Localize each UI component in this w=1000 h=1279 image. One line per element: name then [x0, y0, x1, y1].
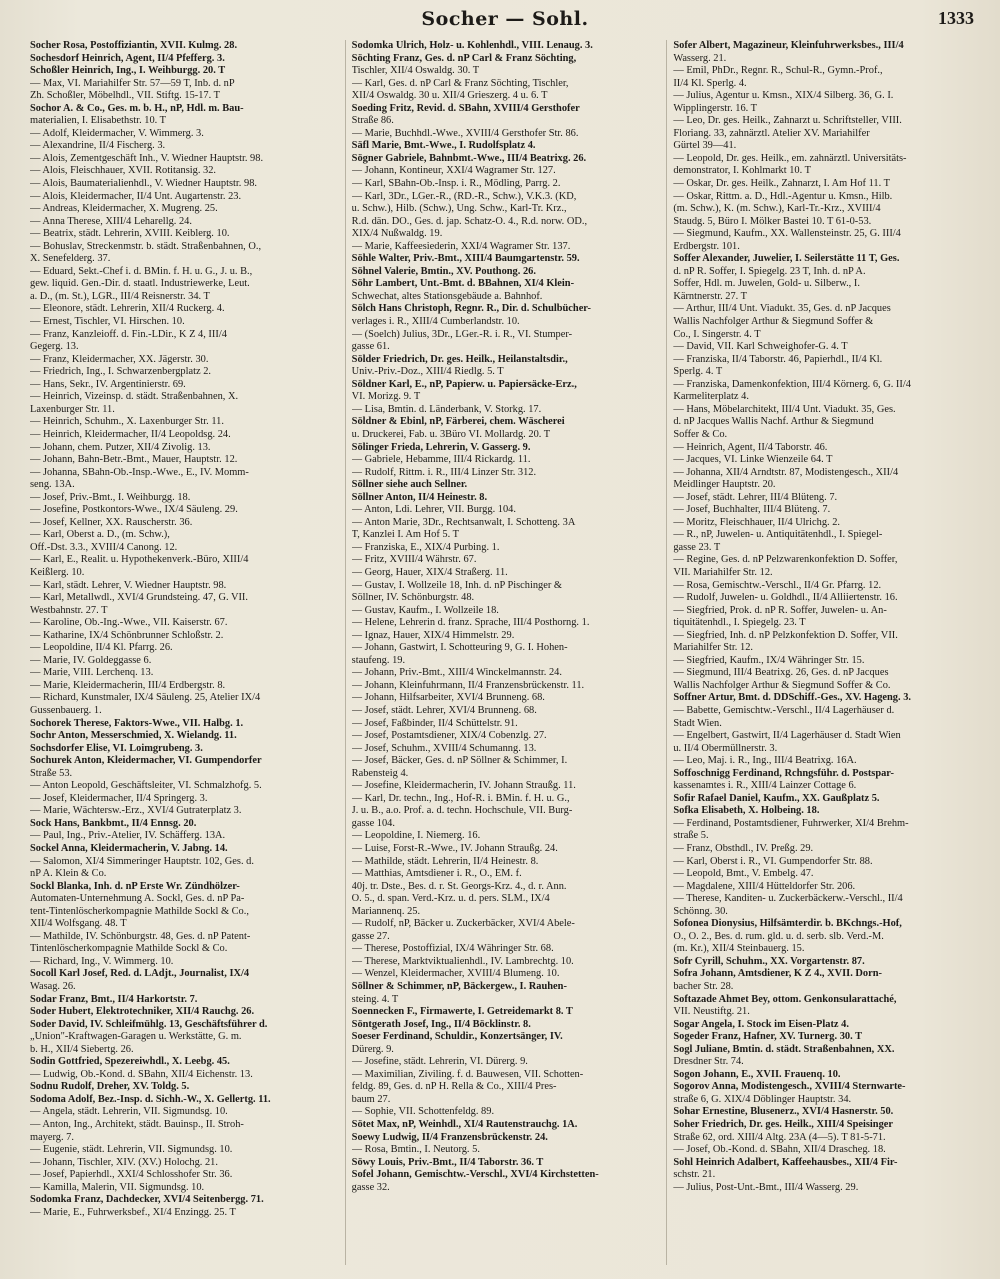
directory-entry: Söldner & Ebinl, nP, Färberei, chem. Wäscherei [351, 416, 565, 428]
directory-entry: Sofka Elisabeth, X. Holbeing. 18. [673, 805, 820, 817]
directory-entry: O., O. 2., Bes. d. rum. gld. u. d. serb. slb. Verd.-M. [673, 930, 884, 942]
directory-entry: — Anton Leopold, Geschäftsleiter, VI. Schmalzhofg. 5. [30, 780, 262, 792]
directory-entry: Mariahilfer Str. 12. [673, 642, 753, 654]
directory-entry: Meidlinger Hauptstr. 20. [673, 479, 776, 491]
directory-entry: Soffer & Co. [673, 428, 728, 440]
directory-entry: Wasag. 26. [30, 981, 76, 993]
directory-entry: Soeser Ferdinand, Schuldir., Konzertsänger, IV. [351, 1031, 563, 1043]
directory-entry: — Josef, Papierhdl., XXI/4 Schlosshofer Str. 36. [30, 1169, 233, 1181]
directory-entry: Soennecken F., Firmawerte, I. Getreidemarkt 8. T [351, 1006, 573, 1018]
directory-entry: feldg. 89, Ges. d. nP H. Rella & Co., XIII/4 Pres- [351, 1081, 557, 1093]
directory-entry: II/4 Kl. Sperlg. 4. [673, 77, 747, 89]
directory-entry: VII. Mariahilfer Str. 12. [673, 566, 773, 578]
directory-entry: — Johann, Kontineur, XXI/4 Wagramer Str. 127. [351, 165, 556, 177]
directory-entry: — Eduard, Sekt.-Chef i. d. BMin. f. H. u. G., J. u. B., [30, 265, 253, 277]
directory-entry: XII/4 Oswaldg. 30 u. XII/4 Grieszerg. 4 u. 6. T [351, 90, 548, 102]
directory-entry: Mariannenq. 25. [351, 905, 421, 917]
directory-entry: — Leo, Dr. ges. Heilk., Zahnarzt u. Schriftsteller, VIII. [673, 115, 902, 127]
directory-entry: Sodin Gottfried, Spezereiwhdl., X. Leebg. 45. [30, 1056, 230, 1068]
directory-entry: Sodar Franz, Bmt., II/4 Harkortstr. 7. [30, 993, 198, 1005]
directory-entry: — Matthias, Amtsdiener i. R., O., EM. f. [351, 868, 522, 880]
directory-entry: — Therese, Postoffizial, IX/4 Währinger Str. 68. [351, 943, 554, 955]
directory-entry: u. Druckerei, Fab. u. 3Büro VI. Mollardg. 20. T [351, 428, 551, 440]
directory-entry: — Richard, Ing., V. Wimmerg. 10. [30, 955, 174, 967]
directory-entry: Sochsdorfer Elise, VI. Loimgrubeng. 3. [30, 742, 203, 754]
directory-entry: Sofonea Dionysius, Hilfsämterdir. b. BKchngs.-Hof, [673, 918, 902, 930]
directory-entry: demonstrator, I. Kohlmarkt 10. T [673, 165, 811, 177]
directory-entry: Schönng. 30. [673, 905, 728, 917]
directory-entry: — Karl, 3Dr., LGer.-R., (RD.-R., Schw.), V.K.3. (KD, [351, 190, 577, 202]
directory-entry: a. D., (m. St.), LGR., III/4 Reisnerstr. 34. T [30, 290, 210, 302]
directory-entry: — Marie, IV. Goldeggasse 6. [30, 654, 152, 666]
directory-entry: — Johanna, SBahn-Ob.-Insp.-Wwe., E., IV. Momm- [30, 466, 249, 478]
directory-entry: — Ernest, Tischler, VI. Hirschen. 10. [30, 316, 185, 328]
directory-entry: — Ludwig, Ob.-Kond. d. SBahn, XII/4 Eichenstr. 13. [30, 1068, 253, 1080]
directory-entry: Söllner siehe auch Sellner. [351, 479, 468, 491]
directory-entry: — Sophie, VII. Schottenfeldg. 89. [351, 1106, 495, 1118]
directory-entry: Soder David, IV. Schleifmühlg. 13, Geschäftsführer d. [30, 1018, 268, 1030]
directory-entry: Wallis Nachfolger Arthur & Siegmund Soffer & [673, 316, 874, 328]
directory-entry: — Siegmund, III/4 Beatrixg. 26, Ges. d. nP Jacques [673, 667, 889, 679]
directory-entry: — Jacques, VI. Linke Wienzeile 64. T [673, 454, 833, 466]
directory-entry: Socoll Karl Josef, Red. d. LAdjt., Journalist, IX/4 [30, 968, 250, 980]
directory-entry: — Regine, Ges. d. nP Pelzwarenkonfektion D. Soffer, [673, 554, 898, 566]
directory-entry: Wasserg. 21. [673, 52, 727, 64]
directory-entry: gasse 23. T [673, 541, 721, 553]
column-2 [345, 40, 659, 1265]
directory-entry: Soeding Fritz, Revid. d. SBahn, XVIII/4 Gersthofer [351, 102, 580, 114]
directory-entry: VI. Morizg. 9. T [351, 391, 421, 403]
directory-entry: — Eugenie, städt. Lehrerin, VII. Sigmundsg. 10. [30, 1144, 233, 1156]
directory-entry: — Franziska, Damenkonfektion, III/4 Körnerg. 6, G. II/4 [673, 378, 911, 390]
directory-entry: Dresdner Str. 74. [673, 1056, 744, 1068]
directory-entry: Sofel Johann, Gemischtw.-Verschl., XVI/4 Kirchstetten- [351, 1169, 599, 1181]
directory-entry: — Alois, Kleidermacher, II/4 Unt. Augartenstr. 23. [30, 190, 242, 202]
directory-entry: Sofr Cyrill, Schuhm., XX. Vorgartenstr. 87. [673, 955, 865, 967]
directory-entry: — Alexandrine, II/4 Fischerg. 3. [30, 140, 166, 152]
directory-entry: Karmeliterplatz 4. [673, 391, 749, 403]
directory-entry: — Josef, städt. Lehrer, III/4 Blüteng. 7. [673, 491, 838, 503]
directory-entry: — Siegfried, Inh. d. nP Pelzkonfektion D. Soffer, VII. [673, 629, 898, 641]
directory-entry: — Mathilde, städt. Lehrerin, II/4 Heinestr. 8. [351, 855, 539, 867]
directory-entry: Automaten-Unternehmung A. Sockl, Ges. d. nP Pa- [30, 893, 245, 905]
directory-entry: mayerg. 7. [30, 1131, 74, 1143]
directory-entry: Söldner Karl, E., nP, Papierw. u. Papiersäcke-Erz., [351, 378, 577, 390]
directory-entry: — Heinrich, Vizeinsp. d. städt. Straßenbahnen, X. [30, 391, 239, 403]
directory-entry: — Josef, Bäcker, Ges. d. nP Söllner & Schimmer, I. [351, 755, 568, 767]
directory-entry: Sohl Heinrich Adalbert, Kaffeehausbes., XII/4 Fir- [673, 1156, 898, 1168]
directory-entry: Sögner Gabriele, Bahnbmt.-Wwe., III/4 Beatrixg. 26. [351, 152, 587, 164]
directory-entry: Sperlg. 4. T [673, 366, 723, 378]
directory-entry: Sölinger Frieda, Lehrerin, V. Gasserg. 9. [351, 441, 531, 453]
directory-entry: — Bohuslav, Streckenmstr. b. städt. Straßenbahnen, O., [30, 240, 262, 252]
directory-entry: — Rudolf, Juwelen- u. Goldhdl., II/4 Alliiertenstr. 16. [673, 592, 898, 604]
directory-entry: — Anna Therese, XIII/4 Leharellg. 24. [30, 215, 192, 227]
directory-entry: Sölder Friedrich, Dr. ges. Heilk., Heilanstaltsdir., [351, 353, 568, 365]
directory-entry: — Luise, Forst-R.-Wwe., IV. Johann Straußg. 24. [351, 843, 558, 854]
directory-entry: — Josef, Schuhm., XVIII/4 Schumanng. 13. [351, 742, 537, 754]
directory-entry: — Maximilian, Ziviling. f. d. Bauwesen, VII. Schotten- [351, 1068, 584, 1080]
directory-entry: steing. 4. T [351, 993, 399, 1005]
directory-entry: — Anton, Ldi. Lehrer, VII. Burgg. 104. [351, 504, 516, 516]
directory-entry: — Emil, PhDr., Regnr. R., Schul-R., Gymn.-Prof., [673, 65, 883, 77]
directory-entry: Univ.-Priv.-Doz., XIII/4 Riedlg. 5. T [351, 366, 504, 378]
directory-entry: — Leopoldine, II/4 Kl. Pfarrg. 26. [30, 642, 173, 654]
directory-entry: — (Soelch) Julius, 3Dr., LGer.-R. i. R., VI. Stumper- [351, 328, 573, 340]
directory-entry: Sochorek Therese, Faktors-Wwe., VII. Halbg. 1. [30, 717, 244, 729]
directory-entry: Sockel Anna, Kleidermacherin, V. Jabng. 14. [30, 843, 228, 854]
directory-entry: b. H., XII/4 Siebertg. 26. [30, 1043, 134, 1055]
directory-entry: — Josef, städt. Lehrer, XVI/4 Brunneng. 68. [351, 704, 537, 716]
directory-entry: Söhnel Valerie, Bmtin., XV. Pouthong. 26. [351, 265, 536, 277]
directory-entry: schstr. 21. [673, 1169, 716, 1181]
directory-entry: — Siegfried, Prok. d. nP R. Soffer, Juwelen- u. An- [673, 604, 887, 616]
directory-entry: „Union"-Kraftwagen-Garagen u. Werkstätte, G. m. [30, 1031, 242, 1043]
directory-entry: Soewy Ludwig, II/4 Franzensbrückenstr. 24. [351, 1131, 548, 1143]
directory-entry: Sölch Hans Christoph, Regnr. R., Dir. d. Schulbücher- [351, 303, 591, 315]
directory-entry: gasse 104. [351, 817, 395, 829]
directory-entry: Sötet Max, nP, Weinhdl., XI/4 Rautenstrauchg. 1A. [351, 1119, 578, 1131]
directory-entry: — Adolf, Kleidermacher, V. Wimmerg. 3. [30, 127, 204, 139]
directory-entry: Keißlerg. 10. [30, 566, 85, 578]
directory-entry: — Engelbert, Gastwirt, II/4 Lagerhäuser d. Stadt Wien [673, 730, 901, 742]
directory-entry: — Therese, Kanditen- u. Zuckerbäckerw.-Verschl., II/4 [673, 893, 903, 905]
directory-entry: — Hans, Möbelarchitekt, III/4 Unt. Viadukt. 35, Ges. [673, 403, 896, 415]
directory-entry: — Salomon, XI/4 Simmeringer Hauptstr. 102, Ges. d. [30, 855, 254, 867]
directory-entry: Rabensteig 4. [351, 767, 409, 779]
directory-entry: straße 6, G. XIX/4 Döblinger Hauptstr. 34. [673, 1093, 852, 1105]
directory-entry: — Max, VI. Mariahilfer Str. 57—59 T, Inb. d. nP [30, 77, 235, 89]
directory-entry: Söllner & Schimmer, nP, Bäckergew., I. Rauhen- [351, 981, 567, 993]
directory-entry: O. 5., d. span. Verd.-Krz. u. d. pers. SLM., IX/4 [351, 893, 550, 905]
directory-entry: — Johann, Kleinfuhrmann, II/4 Franzensbrückenstr. 11. [351, 679, 585, 691]
directory-entry: bacher Str. 28. [673, 981, 734, 993]
directory-entry: — Karl, städt. Lehrer, V. Wiedner Hauptstr. 98. [30, 579, 227, 591]
directory-entry: gasse 32. [351, 1181, 390, 1193]
directory-entry: Kärntnerstr. 27. T [673, 290, 748, 302]
directory-entry: seng. 13A. [30, 479, 75, 491]
directory-entry: — Franz, Kanzleioff. d. Fin.-LDir., K Z 4, III/4 [30, 328, 227, 340]
directory-entry: — Moritz, Fleischhauer, II/4 Ulrichg. 2. [673, 516, 841, 528]
directory-entry: d. nP Jacques Wallis Nachf. Arthur & Siegmund [673, 416, 874, 428]
directory-entry: — Oskar, Rittm. a. D., Hdl.-Agentur u. Kmsn., Hilb. [673, 190, 893, 202]
directory-entry: — Johann, chem. Putzer, XII/4 Zivolig. 13. [30, 441, 211, 453]
directory-entry: — Wenzel, Kleidermacher, XVIII/4 Blumeng. 10. [351, 968, 560, 980]
directory-entry: Söhr Lambert, Unt.-Bmt. d. BBahnen, XI/4 Klein- [351, 278, 575, 290]
directory-entry: T, Kanzlei I. Am Hof 5. T [351, 529, 459, 541]
directory-entry: J. u. B., a.o. Prof. a. d. techn. Hochschule, VII. Burg- [351, 805, 573, 817]
directory-entry: — Julius, Post-Unt.-Bmt., III/4 Wasserg. 29. [673, 1181, 859, 1193]
directory-entry: gew. liquid. Gen.-Dir. d. staatl. Industriewerke, Leut. [30, 278, 250, 290]
directory-entry: — Johann, Hilfsarbeiter, XVI/4 Brunneng. 68. [351, 692, 545, 704]
directory-entry: (m. Schw.), K. (m. Schw.), Karl-Tr.-Krz., XVIII/4 [673, 203, 881, 215]
directory-entry: R.d. dän. DO., Ges. d. jap. Schatz-O. 4., R.d. norw. OD., [351, 215, 588, 227]
directory-entry: — Leopold, Dr. ges. Heilk., em. zahnärztl. Universitäts- [673, 152, 907, 164]
directory-entry: — Josefine, Kleidermacherin, IV. Johann Straußg. 11. [351, 780, 576, 792]
directory-entry: — Leo, Maj. i. R., Ing., III/4 Beatrixg. 16A. [673, 755, 857, 767]
directory-entry: Gürtel 39—41. [673, 140, 737, 152]
directory-entry: Stadt Wien. [673, 717, 722, 729]
directory-entry: Soffer Alexander, Juwelier, I. Seilerstätte 11 T, Ges. [673, 253, 900, 265]
directory-entry: nP A. Klein & Co. [30, 868, 107, 880]
directory-entry: Sogar Angela, I. Stock im Eisen-Platz 4. [673, 1018, 849, 1030]
directory-entry: Sodnu Rudolf, Dreher, XV. Toldg. 5. [30, 1081, 190, 1093]
directory-entry: — Josefine, Postkontors-Wwe., IX/4 Säuleng. 29. [30, 504, 238, 516]
directory-entry: — Heinrich, Kleidermacher, II/4 Leopoldsg. 24. [30, 428, 231, 440]
directory-entry: — Leopoldine, I. Niemerg. 16. [351, 830, 481, 842]
directory-entry: — Karl, E., Realit. u. Hypothekenverk.-Büro, XIII/4 [30, 554, 249, 566]
directory-entry: Straße 86. [351, 115, 394, 127]
directory-entry: Sochurek Anton, Kleidermacher, VI. Gumpendorfer [30, 755, 262, 767]
directory-entry: Sodomka Ulrich, Holz- u. Kohlenhdl., VIII. Lenaug. 3. [351, 40, 593, 51]
directory-entry: Soffer, Hdl. m. Juwelen, Gold- u. Silberw., I. [673, 278, 860, 290]
directory-entry: — Josef, Postamtsdiener, XIX/4 Cobenzlg. 27. [351, 730, 547, 742]
directory-entry: — Josef, Kleidermacher, II/4 Springerg. 3. [30, 792, 208, 804]
directory-entry: — Friedrich, Ing., I. Schwarzenbergplatz 2. [30, 366, 212, 378]
directory-entry: — Josef, Priv.-Bmt., I. Weihburgg. 18. [30, 491, 191, 503]
directory-entry: Westbahnstr. 27. T [30, 604, 108, 616]
directory-entry: Söllner Anton, II/4 Heinestr. 8. [351, 491, 488, 503]
directory-entry: — Alois, Fleischhauer, XVII. Rotitansig. 32. [30, 165, 217, 177]
directory-entry: Schwechat, altes Stationsgebäude a. Bahnhof. [351, 290, 543, 302]
directory-entry: Sodoma Adolf, Bez.-Insp. d. Sichh.-W., X. Gellertg. 11. [30, 1093, 271, 1105]
directory-entry: 40j. tr. Dste., Bes. d. r. St. Georgs-Krz. 4., d. r. Ann. [351, 880, 567, 892]
directory-entry: verlages i. R., XIII/4 Cumberlandstr. 10. [351, 316, 520, 328]
directory-entry: Sofer Albert, Magazineur, Kleinfuhrwerksbes., III/4 [673, 40, 904, 51]
directory-entry: staufeng. 19. [351, 654, 406, 666]
directory-entry: — Marie, Buchhdl.-Wwe., XVIII/4 Gersthofer Str. 86. [351, 127, 579, 139]
directory-entry: — Rudolf, nP, Bäcker u. Zuckerbäcker, XVI/4 Abele- [351, 918, 575, 930]
column-1 [30, 40, 337, 1265]
directory-entry: Sohar Ernestine, Blusenerz., XVI/4 Hasnerstr. 50. [673, 1106, 894, 1118]
directory-entry: — Andreas, Kleidermacher, X. Mugreng. 25. [30, 203, 218, 215]
directory-entry: Straße 62, ord. XIII/4 Altg. 23A (4—5). T 81-5-71. [673, 1131, 886, 1143]
directory-entry: Sock Hans, Bankbmt., II/4 Ennsg. 20. [30, 817, 197, 829]
directory-entry: Sogon Johann, E., XVII. Frauenq. 10. [673, 1068, 841, 1080]
directory-entry: — Karoline, Ob.-Ing.-Wwe., VII. Kaiserstr. 67. [30, 617, 228, 629]
directory-entry: — David, VII. Karl Schweighofer-G. 4. T [673, 341, 848, 353]
directory-entry: — Gabriele, Hebamme, III/4 Rickardg. 11. [351, 454, 531, 466]
directory-entry: d. nP R. Soffer, I. Spiegelg. 23 T, Inh. d. nP A. [673, 265, 866, 277]
directory-entry: — Johann, Bahn-Betr.-Bmt., Mauer, Hauptstr. 12. [30, 454, 238, 466]
directory-entry: X. Senefelderg. 37. [30, 253, 111, 265]
directory-entry: — Anton, Ing., Architekt, städt. Bauinsp., II. Stroh- [30, 1119, 244, 1131]
directory-entry: — Arthur, III/4 Unt. Viadukt. 35, Ges. d. nP Jacques [673, 303, 891, 315]
directory-entry: Softazade Ahmet Bey, ottom. Genkonsularattaché, [673, 993, 897, 1005]
directory-entry: — Marie, Kleidermacherin, III/4 Erdbergstr. 8. [30, 679, 226, 691]
directory-entry: Gegerg. 13. [30, 341, 79, 353]
directory-entry: Staudg. 5, Büro I. Mölker Bastei 10. T 61-0-53. [673, 215, 872, 227]
directory-entry: Sochesdorf Heinrich, Agent, II/4 Pfefferg. 3. [30, 52, 225, 64]
directory-entry: baum 27. [351, 1093, 391, 1105]
directory-entry: tent-Tintenlöscherkompagnie Mathilde Sockl & Co., [30, 905, 249, 917]
directory-entry: u. II/4 Obermüllnerstr. 3. [673, 742, 778, 754]
directory-entry: — Franz, Kleidermacher, XX. Jägerstr. 30. [30, 353, 209, 365]
directory-entry: Off.-Dst. 3.3., XVIII/4 Canong. 12. [30, 541, 178, 553]
page-header [30, 0, 980, 34]
directory-entry: tiquitätenhdl., I. Spiegelg. 23. T [673, 617, 806, 629]
directory-entry: — Ferdinand, Postamtsdiener, Fuhrwerker, XI/4 Brehm- [673, 817, 909, 829]
directory-entry: — Siegmund, Kaufm., XX. Wallensteinstr. 25, G. III/4 [673, 228, 901, 240]
directory-entry: Co., I. Singerstr. 4. T [673, 328, 761, 340]
directory-entry: Söchting Franz, Ges. d. nP Carl & Franz Söchting, [351, 52, 577, 64]
directory-entry: — Julius, Agentur u. Kmsn., XIX/4 Silberg. 36, G. I. [673, 90, 894, 102]
directory-entry: — Josefine, städt. Lehrerin, VI. Dürerg. 9. [351, 1056, 528, 1068]
directory-entry: Söwy Louis, Priv.-Bmt., II/4 Taborstr. 36. T [351, 1156, 544, 1168]
directory-entry: XIX/4 Nußwaldg. 19. [351, 228, 443, 240]
directory-entry: — Karl, Ges. d. nP Carl & Franz Söchting, Tischler, [351, 77, 569, 89]
directory-entry: Sochr Anton, Messerschmied, X. Wielandg. 11. [30, 730, 237, 742]
directory-entry: Erdbergstr. 101. [673, 240, 740, 252]
directory-entry: — Katharine, IX/4 Schönbrunner Schloßstr. 2. [30, 629, 224, 641]
directory-entry: Tintenlöscherkompagnie Mathilde Sockl & Co. [30, 943, 228, 955]
directory-entry: Soder Hubert, Elektrotechniker, XII/4 Rauchg. 26. [30, 1006, 255, 1018]
directory-entry: Soffner Artur, Bmt. d. DDSchiff.-Ges., XV. Hageng. 3. [673, 692, 911, 704]
directory-entry: — Babette, Gemischtw.-Verschl., II/4 Lagerhäuser d. [673, 704, 895, 716]
directory-entry: — Ignaz, Hauer, XIX/4 Himmelstr. 29. [351, 629, 515, 641]
directory-entry: — Eleonore, städt. Lehrerin, XII/4 Ruckerg. 4. [30, 303, 225, 315]
directory-entry: Sogl Juliane, Bmtin. d. städt. Straßenbahnen, XX. [673, 1043, 895, 1055]
directory-entry: Sockl Blanka, Inh. d. nP Erste Wr. Zündhölzer- [30, 880, 240, 892]
directory-entry: materialien, I. Elisabethstr. 10. T [30, 115, 167, 127]
directory-entry: — Gustav, I. Wollzeile 18, Inh. d. nP Pischinger & [351, 579, 562, 591]
directory-entry: — Johann, Priv.-Bmt., XIII/4 Winckelmannstr. 24. [351, 667, 562, 679]
directory-entry: — Kamilla, Malerin, VII. Sigmundsg. 10. [30, 1181, 205, 1193]
directory-entry: — Johann, Gastwirt, I. Schotteuring 9, G. I. Hohen- [351, 642, 568, 654]
directory-entry: Wipplingerstr. 16. T [673, 102, 758, 114]
directory-entry: — Alois, Baumaterialienhdl., V. Wiedner Hauptstr. 98. [30, 178, 257, 190]
directory-entry: — Therese, Marktviktualienhdl., IV. Lambrechtg. 10. [351, 955, 574, 967]
directory-entry: u. Schw.), Hilb. (Schw.), Ung. Schw., Karl-Tr. Krz., [351, 203, 567, 215]
directory-entry: — Siegfried, Kaufm., IX/4 Währinger Str. 15. [673, 654, 865, 666]
directory-entry: Dürerg. 9. [351, 1043, 394, 1055]
directory-entry: — Heinrich, Schuhm., X. Laxenburger Str. 11. [30, 416, 224, 428]
directory-entry: Sogorov Anna, Modistengesch., XVIII/4 Sternwarte- [673, 1081, 906, 1093]
directory-entry: — Oskar, Dr. ges. Heilk., Zahnarzt, I. Am Hof 11. T [673, 178, 890, 190]
directory-entry: Söhle Walter, Priv.-Bmt., XIII/4 Baumgartenstr. 59. [351, 253, 580, 265]
directory-entry: — Marie, E., Fuhrwerksbef., XI/4 Enzingg. 25. T [30, 1206, 236, 1218]
page-number: 1333 [938, 8, 974, 28]
directory-entry: Säfl Marie, Bmt.-Wwe., I. Rudolfsplatz 4. [351, 140, 536, 152]
directory-entry: Sodomka Franz, Dachdecker, XVI/4 Seitenbergg. 71. [30, 1194, 264, 1206]
directory-entry: Laxenburger Str. 11. [30, 403, 115, 415]
directory-entry: VII. Neustiftg. 21. [673, 1006, 750, 1018]
directory-entry: Floriang. 33, zahnärztl. Atelier XV. Mariahilfer [673, 127, 870, 139]
directory-entry: Sogeder Franz, Hafner, XV. Turnerg. 30. T [673, 1031, 863, 1043]
directory-entry: Wallis Nachfolger Arthur & Siegmund Soffer & Co. [673, 679, 891, 691]
directory-entry: Straße 53. [30, 767, 73, 779]
directory-entry: gasse 27. [351, 930, 390, 942]
directory-entry: — Karl, Oberst a. D., (m. Schw.), [30, 529, 170, 541]
directory-entry: — Rosa, Bmtin., I. Neutorg. 5. [351, 1144, 480, 1156]
directory-entry: — Franz, Obsthdl., IV. Preßg. 29. [673, 843, 814, 854]
directory-entry: — Richard, Kunstmaler, IX/4 Säuleng. 25, Atelier IX/4 [30, 692, 261, 704]
directory-entry: — Angela, städt. Lehrerin, VII. Sigmundsg. 10. [30, 1106, 228, 1118]
directory-entry: — Gustav, Kaufm., I. Wollzeile 18. [351, 604, 499, 616]
directory-entry: — Georg, Hauer, XIX/4 Straßerg. 11. [351, 566, 508, 578]
directory-entry: Zh. Schoßler, Möbelhdl., VII. Stiftg. 15-17. T [30, 90, 220, 102]
directory-entry: — Hans, Sekr., IV. Argentinierstr. 69. [30, 378, 186, 390]
directory-entry: — Helene, Lehrerin d. franz. Sprache, III/4 Posthorng. 1. [351, 617, 590, 629]
directory-entry: — Fritz, XVIII/4 Währstr. 67. [351, 554, 477, 566]
directory-entry: Tischler, XII/4 Oswaldg. 30. T [351, 65, 480, 77]
directory-entry: — Karl, SBahn-Ob.-Insp. i. R., Mödling, Parrg. 2. [351, 178, 561, 190]
directory-entry: — Beatrix, städt. Lehrerin, XVIII. Keiblerg. 10. [30, 228, 230, 240]
directory-entry: Schoßler Heinrich, Ing., I. Weihburgg. 20. T [30, 65, 226, 77]
directory-entry: — Anton Marie, 3Dr., Rechtsanwalt, I. Schotteng. 3A [351, 516, 576, 528]
directory-entry: — Magdalene, XIII/4 Hütteldorfer Str. 206. [673, 880, 856, 892]
directory-entry: — Mathilde, IV. Schönburgstr. 48, Ges. d. nP Patent- [30, 930, 251, 942]
column-3 [666, 40, 980, 1265]
directory-entry: Socher Rosa, Postoffiziantin, XVII. Kulmg. 28. [30, 40, 238, 51]
directory-entry: Söllner, IV. Schönburgstr. 48. [351, 592, 475, 604]
directory-entry: straße 5. [673, 830, 709, 842]
directory-entry: — R., nP, Juwelen- u. Antiquitätenhdl., I. Spiegel- [673, 529, 883, 541]
directory-entry: — Johann, Tischler, XIV. (XV.) Holochg. 21. [30, 1156, 218, 1168]
directory-entry: — Karl, Metallwdl., XVI/4 Grundsteing. 47, G. VII. [30, 592, 248, 604]
directory-entry: — Josef, Kellner, XX. Rauscherstr. 36. [30, 516, 193, 528]
running-head: Socher — Sohl. [421, 8, 589, 30]
directory-entry: — Marie, VIII. Lerchenq. 13. [30, 667, 154, 679]
directory-entry: Sochor A. & Co., Ges. m. b. H., nP, Hdl. m. Bau- [30, 102, 244, 114]
directory-entry: XII/4 Wolfsgang. 48. T [30, 918, 127, 930]
directory-entry: — Karl, Oberst i. R., VI. Gumpendorfer Str. 88. [673, 855, 873, 867]
directory-entry: — Leopold, Bmt., V. Embelg. 47. [673, 868, 814, 880]
directory-entry: — Rudolf, Rittm. i. R., III/4 Linzer Str. 312. [351, 466, 537, 478]
directory-entry: — Lisa, Bmtin. d. Länderbank, V. Storkg. 17. [351, 403, 542, 415]
directory-entry: — Marie, Wächtersw.-Erz., XVI/4 Gutraterplatz 3. [30, 805, 242, 817]
directory-entry: — Johanna, XII/4 Arndtstr. 87, Modistengesch., XII/4 [673, 466, 899, 478]
directory-entry: kassenamtes i. R., XIII/4 Lainzer Cottage 6. [673, 780, 857, 792]
directory-entry: — Heinrich, Agent, II/4 Taborstr. 46. [673, 441, 828, 453]
directory-entry: Sofir Rafael Daniel, Kaufm., XX. Gaußplatz 5. [673, 792, 880, 804]
directory-entry: Sofra Johann, Amtsdiener, K Z 4., XVII. Dorn- [673, 968, 882, 980]
directory-entry: Soher Friedrich, Dr. ges. Heilk., XIII/4 Speisinger [673, 1119, 893, 1131]
directory-entry: — Alois, Zementgeschäft Inh., V. Wiedner Hauptstr. 98. [30, 152, 264, 164]
directory-entry: — Marie, Kaffeesiederin, XXI/4 Wagramer Str. 137. [351, 240, 571, 252]
directory-entry: gasse 61. [351, 341, 390, 353]
directory-entry: Söntgerath Josef, Ing., II/4 Böcklinstr. 8. [351, 1018, 531, 1030]
directory-entry: — Josef, Ob.-Kond. d. SBahn, XII/4 Drascheg. 18. [673, 1144, 886, 1156]
directory-columns [30, 40, 980, 1265]
directory-entry: — Josef, Buchhalter, III/4 Blüteng. 7. [673, 504, 831, 516]
directory-entry: — Franziska, II/4 Taborstr. 46, Papierhdl., II/4 Kl. [673, 353, 883, 365]
directory-entry: Gussenbauerg. 1. [30, 704, 102, 716]
directory-entry: (m. Kr.), XII/4 Steinbauerg. 15. [673, 943, 805, 955]
directory-entry: — Rosa, Gemischtw.-Verschl., II/4 Gr. Pfarrg. 12. [673, 579, 882, 591]
directory-entry: Soffoschnigg Ferdinand, Rchngsführ. d. Postspar- [673, 767, 894, 779]
directory-entry: — Josef, Faßbinder, II/4 Schüttelstr. 91. [351, 717, 518, 729]
directory-entry: — Franziska, E., XIX/4 Purbing. 1. [351, 541, 500, 553]
directory-entry: — Paul, Ing., Priv.-Atelier, IV. Schäfferg. 13A. [30, 830, 226, 842]
directory-entry: — Karl, Dr. techn., Ing., Hof-R. i. BMin. f. H. u. G., [351, 792, 570, 804]
